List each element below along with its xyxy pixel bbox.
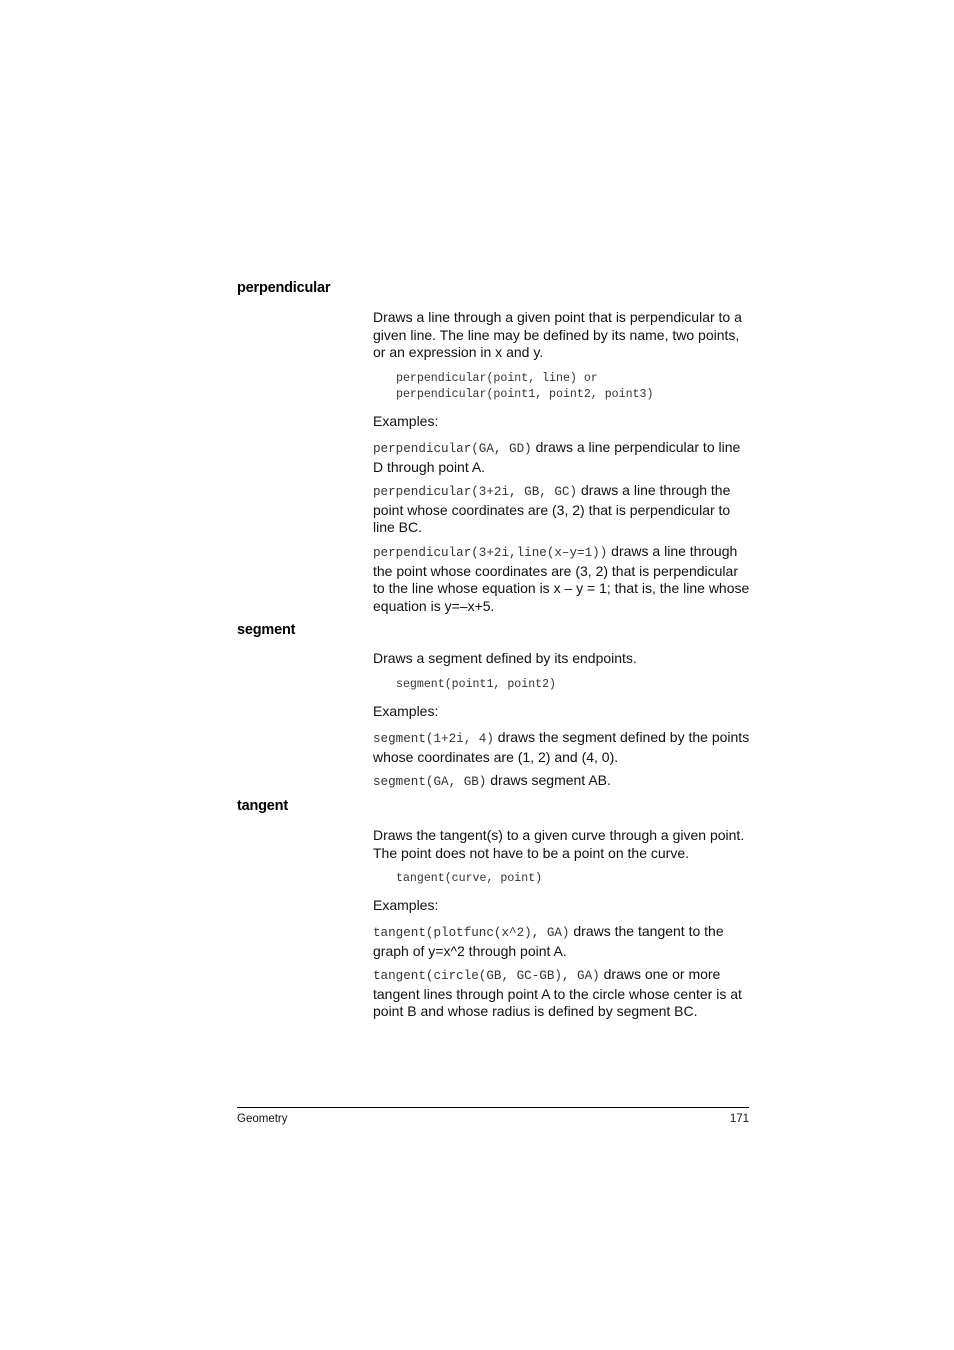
segment-syntax: [396, 677, 756, 693]
example-paragraph: [373, 439, 753, 476]
example-code: perpendicular(GA, GD): [373, 442, 532, 456]
tangent-description: Draws the tangent(s) to a given curve through a given point. The point does not have to be a point on the curve.: [373, 827, 745, 861]
example-code: segment(1+2i, 4): [373, 732, 494, 746]
example-text: draws a line perpendicular to line D through point A.: [373, 439, 741, 475]
section-title-tangent: tangent: [237, 798, 288, 814]
page-number: 171: [729, 1113, 749, 1125]
example-text: draws the segment defined by the points whose coordinates are (1, 2) and (4, 0).: [373, 729, 750, 765]
example-paragraph: [373, 729, 753, 766]
tangent-examples-label: Examples:: [373, 897, 439, 913]
segment-examples-label: Examples:: [373, 703, 439, 719]
example-text: draws segment AB.: [486, 772, 611, 788]
example-code: perpendicular(3+2i,line(x–y=1)): [373, 546, 608, 560]
segment-description: Draws a segment defined by its endpoints.: [373, 650, 637, 666]
example-paragraph: [373, 482, 753, 537]
syntax-line: tangent(curve, point): [396, 872, 543, 885]
example-code: tangent(plotfunc(x^2), GA): [373, 926, 570, 940]
perpendicular-examples-label: Examples:: [373, 413, 439, 429]
example-text: draws the tangent to the graph of y=x^2 through point A.: [373, 923, 724, 959]
example-paragraph: [373, 966, 753, 1021]
example-text: draws one or more tangent lines through point A to the circle whose center is at point B and whose radius is defined by segment BC.: [373, 966, 742, 1019]
example-paragraph: [373, 543, 753, 615]
example-text: draws a line through the point whose coordinates are (3, 2) that is perpendicular to the line whose equation is x – y = 1; that is, the line whose equation is y=–x+5.: [373, 543, 750, 614]
syntax-line: perpendicular(point1, point2, point3): [396, 388, 654, 401]
example-code: tangent(circle(GB, GC-GB), GA): [373, 969, 600, 983]
example-text: draws a line through the point whose coordinates are (3, 2) that is perpendicular to line BC.: [373, 482, 731, 535]
perpendicular-syntax: [396, 371, 756, 403]
section-title-segment: segment: [237, 622, 296, 638]
syntax-line: perpendicular(point, line) or: [396, 372, 598, 385]
section-title-perpendicular: perpendicular: [237, 280, 331, 296]
perpendicular-description: Draws a line through a given point that is perpendicular to a given line. The line may be defined by its name, two points, or an expression in x and y.: [373, 309, 742, 360]
tangent-syntax: [396, 871, 756, 887]
example-paragraph: [373, 923, 753, 960]
example-code: perpendicular(3+2i, GB, GC): [373, 485, 578, 499]
syntax-line: segment(point1, point2): [396, 678, 557, 691]
example-code: segment(GA, GB): [373, 775, 487, 789]
example-paragraph: [373, 772, 753, 792]
footer-chapter: Geometry: [237, 1113, 288, 1125]
footer-divider: [237, 1107, 749, 1108]
